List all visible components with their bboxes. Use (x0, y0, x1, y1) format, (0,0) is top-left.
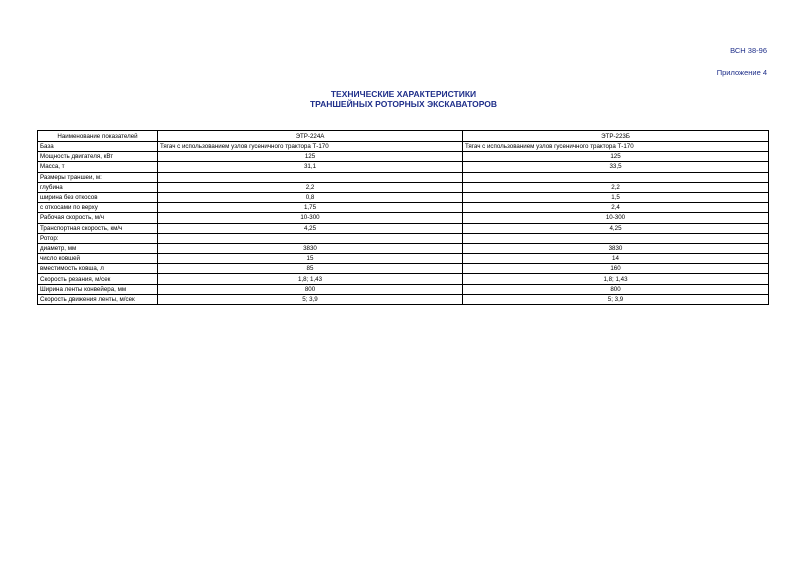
etr-224a-value-cell: 4,25 (158, 223, 463, 233)
etr-224a-value-cell: Тягач с использованием узлов гусеничного трактора Т-170 (158, 142, 463, 152)
parameter-name-cell: Скорость резания, м/сек (38, 274, 158, 284)
etr-223b-value-cell: 5; 3,9 (463, 294, 769, 304)
appendix-label: Приложение 4 (716, 68, 767, 77)
table-row (38, 233, 769, 243)
etr-223b-value-cell: 33,5 (463, 162, 769, 172)
parameter-name-cell: Размеры траншеи, м: (38, 172, 158, 182)
table-row (38, 254, 769, 264)
etr-223b-value-cell: 800 (463, 284, 769, 294)
etr-224a-value-cell (158, 172, 463, 182)
etr-224a-value-cell: 10-300 (158, 213, 463, 223)
column-header-parameter: Наименование показателей (38, 131, 158, 142)
etr-224a-value-cell (158, 233, 463, 243)
title-line-2: ТРАНШЕЙНЫХ РОТОРНЫХ ЭКСКАВАТОРОВ (309, 99, 498, 109)
etr-224a-value-cell: 125 (158, 152, 463, 162)
etr-223b-value-cell: 14 (463, 254, 769, 264)
table-row (38, 284, 769, 294)
etr-223b-value-cell: 1,5 (463, 192, 769, 202)
etr-223b-value-cell: 4,25 (463, 223, 769, 233)
etr-223b-value-cell: 125 (463, 152, 769, 162)
parameter-name-cell: число ковшей (38, 254, 158, 264)
etr-223b-value-cell (463, 172, 769, 182)
etr-224a-value-cell: 31,1 (158, 162, 463, 172)
table-row (38, 192, 769, 202)
table-row (38, 203, 769, 213)
etr-224a-value-cell: 15 (158, 254, 463, 264)
document-title (0, 89, 807, 109)
table-row (38, 264, 769, 274)
etr-223b-value-cell: 1,8; 1,43 (463, 274, 769, 284)
parameter-name-cell: глубина (38, 182, 158, 192)
column-header-etr-223b: ЭТР-223Б (463, 131, 769, 142)
parameter-name-cell: вместимость ковша, л (38, 264, 158, 274)
parameter-name-cell: Скорость движения ленты, м/сек (38, 294, 158, 304)
specifications-table (37, 130, 769, 305)
etr-224a-value-cell: 0,8 (158, 192, 463, 202)
etr-224a-value-cell: 3830 (158, 243, 463, 253)
parameter-name-cell: с откосами по верху (38, 203, 158, 213)
etr-223b-value-cell: 2,2 (463, 182, 769, 192)
etr-224a-value-cell: 1,8; 1,43 (158, 274, 463, 284)
table-row (38, 162, 769, 172)
table-row (38, 182, 769, 192)
etr-224a-value-cell: 85 (158, 264, 463, 274)
document-code: ВСН 38-96 (730, 46, 767, 55)
parameter-name-cell: ширина без откосов (38, 192, 158, 202)
table-row (38, 223, 769, 233)
etr-224a-value-cell: 1,75 (158, 203, 463, 213)
etr-223b-value-cell: 160 (463, 264, 769, 274)
etr-224a-value-cell: 2,2 (158, 182, 463, 192)
etr-223b-value-cell (463, 233, 769, 243)
parameter-name-cell: Транспортная скорость, км/ч (38, 223, 158, 233)
etr-223b-value-cell: 3830 (463, 243, 769, 253)
title-line-1: ТЕХНИЧЕСКИЕ ХАРАКТЕРИСТИКИ (330, 89, 477, 99)
column-header-etr-224a: ЭТР-224А (158, 131, 463, 142)
table-row (38, 172, 769, 182)
table-header-row (38, 131, 769, 142)
table-body (38, 142, 769, 305)
etr-224a-value-cell: 800 (158, 284, 463, 294)
parameter-name-cell: Рабочая скорость, м/ч (38, 213, 158, 223)
table-row (38, 243, 769, 253)
parameter-name-cell: Ротор: (38, 233, 158, 243)
etr-223b-value-cell: 2,4 (463, 203, 769, 213)
etr-224a-value-cell: 5; 3,9 (158, 294, 463, 304)
parameter-name-cell: Мощность двигателя, кВт (38, 152, 158, 162)
etr-223b-value-cell: Тягач с использованием узлов гусеничного трактора Т-170 (463, 142, 769, 152)
etr-223b-value-cell: 10-300 (463, 213, 769, 223)
table-row (38, 274, 769, 284)
table-row (38, 152, 769, 162)
parameter-name-cell: Ширина ленты конвейера, мм (38, 284, 158, 294)
parameter-name-cell: База (38, 142, 158, 152)
parameter-name-cell: Масса, т (38, 162, 158, 172)
parameter-name-cell: диаметр, мм (38, 243, 158, 253)
table-row (38, 213, 769, 223)
table-row (38, 142, 769, 152)
table-row (38, 294, 769, 304)
